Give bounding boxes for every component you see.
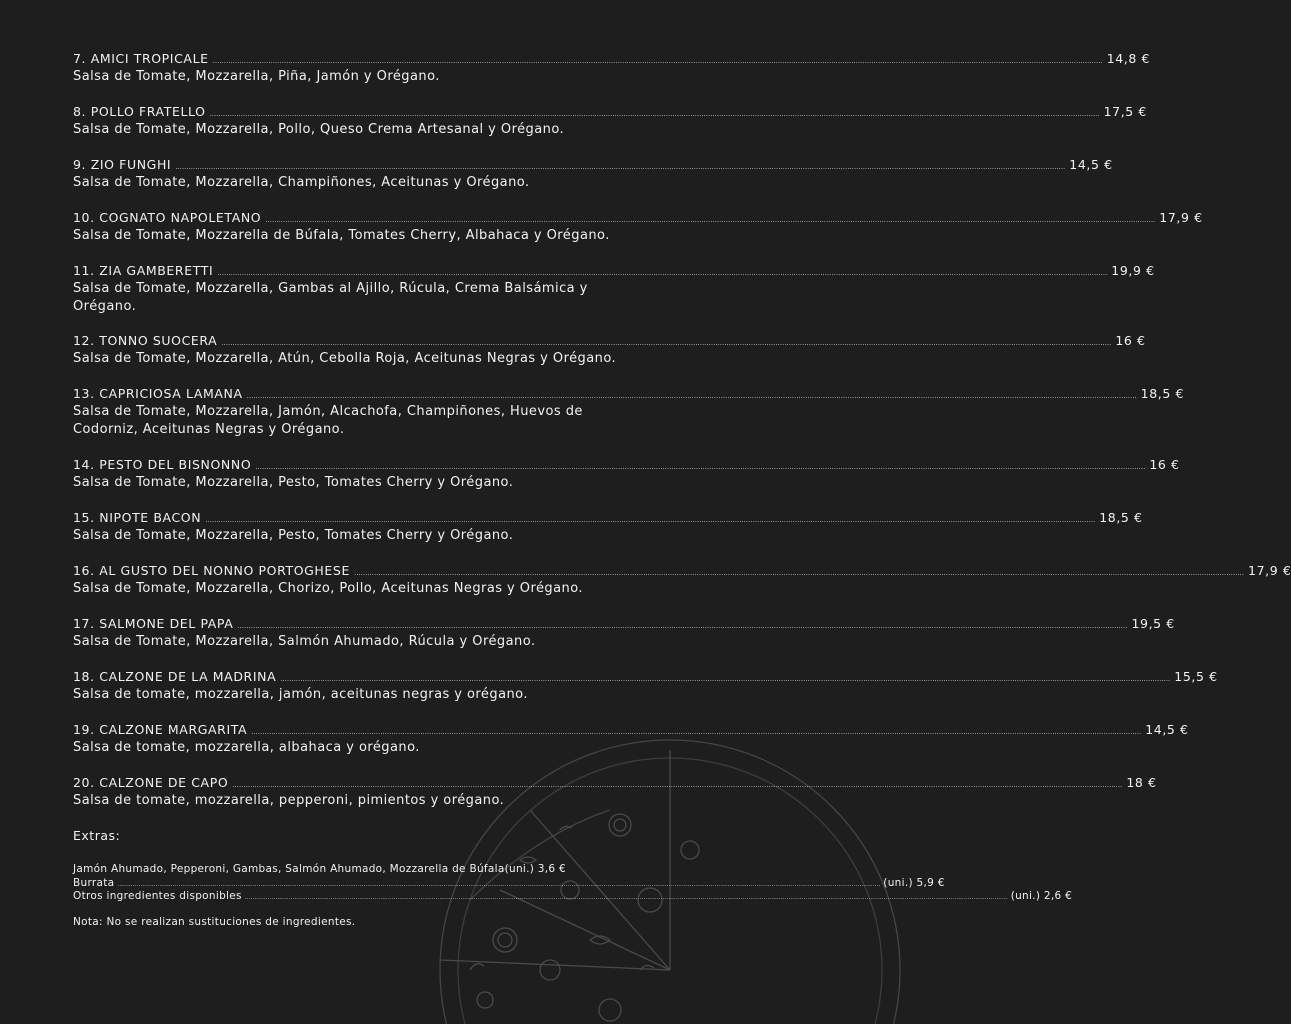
- menu-item-header: [73, 208, 1203, 227]
- extras-price: (uni.) 5,9 €: [883, 876, 945, 889]
- dot-leader: ................................................................................................................................................................................................................................................................................................................................................................................................................: [117, 880, 881, 888]
- menu-item-description: Salsa de Tomate, Mozzarella, Champiñones, Aceitunas y Orégano.: [73, 175, 530, 190]
- menu-item-header: [73, 102, 1147, 121]
- menu-item-description: Salsa de Tomate, Mozzarella, Atún, Cebolla Roja, Aceitunas Negras y Orégano.: [73, 351, 617, 366]
- menu-item: [73, 508, 1143, 545]
- menu-item-description: Salsa de Tomate, Mozzarella, Pollo, Queso Crema Artesanal y Orégano.: [73, 122, 565, 137]
- extras-price: (uni.) 2,6 €: [1010, 890, 1073, 902]
- menu-item-price: 15,5 €: [1174, 669, 1218, 684]
- menu-item: [73, 561, 1291, 598]
- menu-item-name: 16. AL GUSTO DEL NONNO PORTOGHESE: [73, 563, 350, 578]
- menu-item-description: Salsa de Tomate, Mozzarella, Jamón, Alcachofa, Champiñones, Huevos de Codorniz, Aceitunas Negras y Orégano.: [73, 404, 583, 437]
- menu-item: [73, 261, 1155, 316]
- menu-item: [73, 720, 1189, 757]
- extras-label: Burrata: [73, 876, 115, 889]
- menu-item-header: [73, 508, 1143, 527]
- menu-item-name: 19. CALZONE MARGARITA: [73, 722, 248, 737]
- menu-item-header: [73, 384, 1185, 403]
- menu-item-price: 17,5 €: [1103, 104, 1147, 119]
- dot-leader: ................................................................................................................................................................................................................................................................................................................................................................................................................: [237, 622, 1128, 630]
- menu-item-price: 16 €: [1149, 457, 1180, 472]
- menu-item-description: Salsa de tomate, mozzarella, pepperoni, pimientos y orégano.: [73, 793, 505, 808]
- dot-leader: ................................................................................................................................................................................................................................................................................................................................................................................................................: [175, 163, 1066, 171]
- dot-leader: ................................................................................................................................................................................................................................................................................................................................................................................................................: [221, 339, 1112, 347]
- extras-line: [73, 876, 945, 891]
- menu-item-price: 14,5 €: [1145, 722, 1189, 737]
- dot-leader: ................................................................................................................................................................................................................................................................................................................................................................................................................: [251, 728, 1142, 736]
- menu-item-name: 13. CAPRICIOSA LAMANA: [73, 386, 243, 401]
- dot-leader: ................................................................................................................................................................................................................................................................................................................................................................................................................: [212, 57, 1103, 65]
- menu-item-price: 18,5 €: [1140, 386, 1185, 401]
- menu-item-name: 9. ZIO FUNGHI: [73, 157, 172, 172]
- dot-leader: ................................................................................................................................................................................................................................................................................................................................................................................................................: [209, 110, 1100, 118]
- menu-item-header: [73, 614, 1175, 633]
- dot-leader: ................................................................................................................................................................................................................................................................................................................................................................................................................: [246, 392, 1137, 400]
- menu-item-description: Salsa de Tomate, Mozzarella, Gambas al Ajillo, Rúcula, Crema Balsámica y Orégano.: [73, 281, 588, 314]
- dot-leader: ................................................................................................................................................................................................................................................................................................................................................................................................................: [265, 216, 1156, 224]
- menu-item-description: Salsa de Tomate, Mozzarella, Pesto, Tomates Cherry y Orégano.: [73, 475, 514, 490]
- dot-leader: ................................................................................................................................................................................................................................................................................................................................................................................................................: [255, 463, 1146, 471]
- menu-item-name: 20. CALZONE DE CAPO: [73, 775, 229, 790]
- menu-item-header: [73, 331, 1146, 350]
- menu-item-description: Salsa de Tomate, Mozzarella, Piña, Jamón y Orégano.: [73, 69, 440, 84]
- menu-item-price: 17,9 €: [1248, 563, 1291, 578]
- menu-item-name: 8. POLLO FRATELLO: [73, 104, 206, 119]
- menu-item-price: 14,8 €: [1106, 51, 1151, 66]
- dot-leader: ................................................................................................................................................................................................................................................................................................................................................................................................................: [217, 269, 1108, 277]
- menu-item: [73, 667, 1218, 704]
- dot-leader: ................................................................................................................................................................................................................................................................................................................................................................................................................: [205, 516, 1096, 524]
- extras-section: [73, 826, 1073, 928]
- dot-leader: ................................................................................................................................................................................................................................................................................................................................................................................................................: [353, 569, 1245, 577]
- menu-item-price: 18,5 €: [1099, 510, 1143, 525]
- menu-item-header: [73, 155, 1113, 174]
- menu-item-price: 17,9 €: [1159, 210, 1203, 225]
- menu-item-header: [73, 773, 1157, 792]
- menu-item-name: 14. PESTO DEL BISNONNO: [73, 457, 252, 472]
- menu-item-description: Salsa de tomate, mozzarella, albahaca y orégano.: [73, 740, 420, 755]
- menu-item-description: Salsa de Tomate, Mozzarella, Chorizo, Pollo, Aceitunas Negras y Orégano.: [73, 581, 583, 596]
- extras-price: (uni.) 3,6 €: [504, 863, 567, 875]
- extras-line: [73, 863, 651, 877]
- menu-item-header: [73, 455, 1180, 474]
- dot-leader: ................................................................................................................................................................................................................................................................................................................................................................................................................: [280, 675, 1171, 683]
- menu-item: [73, 155, 1113, 192]
- menu-item: [73, 384, 1185, 439]
- menu-item: [73, 208, 1203, 245]
- menu-item-name: 11. ZIA GAMBERETTI: [73, 263, 214, 278]
- menu-item-name: 18. CALZONE DE LA MADRINA: [73, 669, 277, 684]
- menu-item-name: 12. TONNO SUOCERA: [73, 333, 218, 348]
- menu-item-header: [73, 261, 1155, 280]
- menu-item-price: 16 €: [1115, 333, 1146, 348]
- menu-item-description: Salsa de Tomate, Mozzarella, Salmón Ahumado, Rúcula y Orégano.: [73, 634, 536, 649]
- menu-item: [73, 455, 1180, 492]
- menu-item: [73, 773, 1157, 810]
- menu-item-description: Salsa de tomate, mozzarella, jamón, aceitunas negras y orégano.: [73, 687, 528, 702]
- menu-item: [73, 614, 1175, 651]
- dot-leader: ................................................................................................................................................................................................................................................................................................................................................................................................................: [244, 894, 1008, 901]
- menu-item-description: Salsa de Tomate, Mozzarella, Pesto, Tomates Cherry y Orégano.: [73, 528, 514, 543]
- extras-label: Otros ingredientes disponibles: [73, 890, 242, 902]
- menu-item-description: Salsa de Tomate, Mozzarella de Búfala, Tomates Cherry, Albahaca y Orégano.: [73, 228, 610, 243]
- menu-item-price: 14,5 €: [1069, 157, 1113, 172]
- menu-item: [73, 49, 1151, 86]
- menu-item-name: 7. AMICI TROPICALE: [73, 51, 209, 66]
- menu-item: [73, 102, 1147, 139]
- menu-item-header: [73, 667, 1218, 686]
- dot-leader: ................................................................................................................................................................................................................................................................................................................................................................................................................: [232, 781, 1123, 789]
- menu-item-header: [73, 49, 1151, 68]
- extras-title: Extras:: [73, 828, 121, 843]
- menu-item-header: [73, 561, 1291, 580]
- pizza-menu-list: [73, 49, 1291, 826]
- menu-item-price: 19,9 €: [1111, 263, 1155, 278]
- extras-note: Nota: No se realizan sustituciones de ingredientes.: [73, 915, 356, 928]
- menu-item-price: 19,5 €: [1131, 616, 1175, 631]
- extras-label: Jamón Ahumado, Pepperoni, Gambas, Salmón Ahumado, Mozzarella de Búfala: [73, 863, 505, 875]
- menu-item-price: 18 €: [1126, 775, 1157, 790]
- menu-item-name: 10. COGNATO NAPOLETANO: [73, 210, 262, 225]
- menu-item-name: 17. SALMONE DEL PAPA: [73, 616, 234, 631]
- menu-item: [73, 331, 1146, 368]
- menu-item-header: [73, 720, 1189, 739]
- menu-item-name: 15. NIPOTE BACON: [73, 510, 202, 525]
- extras-line: [73, 890, 1073, 904]
